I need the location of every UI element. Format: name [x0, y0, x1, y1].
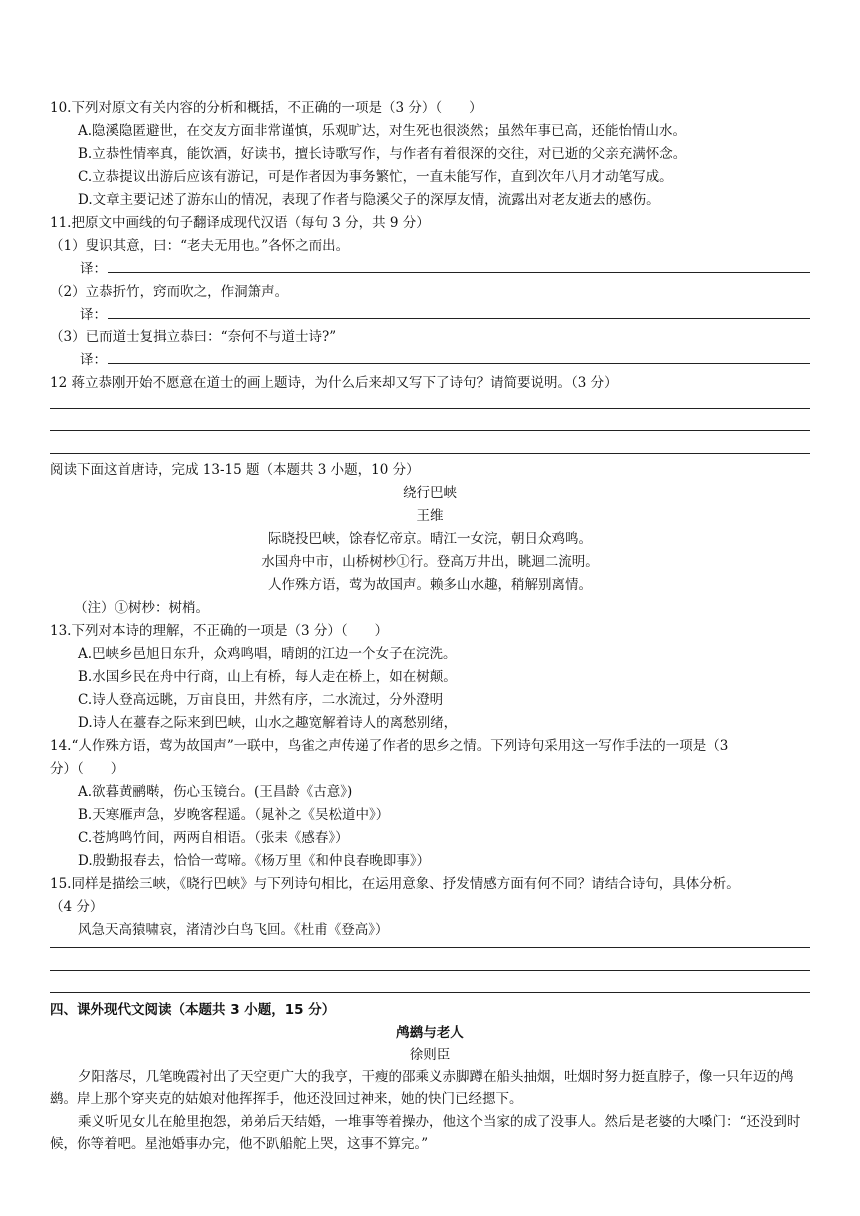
q11-translate-label-2: 译：	[80, 307, 107, 323]
q11-stem: 11.把原文中画线的句子翻译成现代汉语（每句 3 分，共 9 分）	[50, 215, 430, 231]
q11-item-3: （3）已而道士复揖立恭曰：“奈何不与道士诗?”	[50, 329, 337, 345]
q12-stem: 12 蒋立恭刚开始不愿意在道士的画上题诗，为什么后来却又写下了诗句？请简要说明。（3 分）	[50, 375, 618, 391]
q11-item-2: （2）立恭折竹，窍而吹之，作洞箫声。	[50, 284, 289, 300]
q10-stem: 10.下列对原文有关内容的分析和概括，不正确的一项是（3 分）（ ）	[50, 100, 483, 116]
q11-item-1: （1）叟识其意，曰：“老夫无用也。”各怀之而出。	[50, 238, 350, 254]
q10-option-d: D.文章主要记述了游东山的情况，表现了作者与隐溪父子的深厚友情，流露出对老友逝去的感伤。	[78, 192, 660, 208]
q13-option-b: B.水国乡民在舟中行商，山上有桥，每人走在桥上，如在树颠。	[78, 669, 457, 685]
q13-option-d: D.诗人在薹春之际来到巴峡，山水之趣宽解着诗人的离愁别绪，	[78, 715, 458, 731]
q14-stem-line1: 14.“人作殊方语，莺为故国声”一联中，鸟雀之声传递了作者的思乡之情。下列诗句采用这一写作手法的一项是（3	[50, 738, 729, 754]
answer-line	[108, 272, 810, 273]
q14-stem-line2: 分）（ ）	[50, 761, 125, 777]
answer-line	[50, 453, 810, 454]
answer-line	[50, 430, 810, 431]
article-paragraph-1: 夕阳落尽，几笔晚霞衬出了天空更广大的我亨，干瘦的邵乘义赤脚蹲在船头抽烟，吐烟时努力挺直脖子，像一只年迈的鸬鹚。岸上那个穿夹克的姑娘对他挥挥手，他还没回过神来，她的快门已经摁下。	[50, 1069, 794, 1107]
q10-option-a: A.隐溪隐匿避世，在交友方面非常谨慎，乐观旷达，对生死也很淡然；虽然年事已高，还能怡情山水。	[78, 123, 687, 139]
poem-intro: 阅读下面这首唐诗，完成 13-15 题（本题共 3 小题，10 分）	[50, 462, 420, 478]
answer-line	[50, 947, 810, 948]
poem-note: （注）①树杪：树梢。	[74, 600, 209, 616]
q15-stem-line1: 15.同样是描绘三峡，《晓行巴峡》与下列诗句相比，在运用意象、抒发情感方面有何不同？请结合诗句，具体分析。	[50, 876, 740, 892]
poem-author: 王维	[416, 508, 444, 524]
poem-line-1: 际晓投巴峡，馀春忆帝京。晴江一女浣，朝日众鸡鸣。	[268, 531, 592, 547]
section4-heading: 四、课外现代文阅读（本题共 3 小题，15 分）	[50, 1002, 336, 1018]
answer-line	[50, 992, 810, 993]
q13-option-c: C.诗人登高远眺，万亩良田，井然有序，二水流过，分外澄明	[78, 692, 444, 708]
q10-option-c: C.立恭提议出游后应该有游记，可是作者因为事务繁忙，一直未能写作，直到次年八月才动笔写成。	[78, 169, 673, 185]
q14-option-c: C.苍鸠鸣竹间，两两自相语。（张耒《感春》）	[78, 830, 349, 846]
poem-title: 绕行巴峡	[403, 485, 457, 501]
q13-option-a: A.巴峡乡邑旭日东升，众鸡鸣唱，晴朗的江边一个女子在浣洗。	[78, 646, 457, 662]
article-title: 鸬鹚与老人	[396, 1025, 464, 1041]
q10-option-b: B.立恭性情率真，能饮酒，好读书，擅长诗歌写作，与作者有着很深的交往，对已逝的父亲充满怀念。	[78, 146, 687, 162]
answer-line	[50, 970, 810, 971]
q14-option-b: B.天寒雁声急，岁晚客程遥。（晁补之《吴松道中》）	[78, 807, 390, 823]
q14-option-a: A.欲暮黄鹂啭，伤心玉镜台。(王昌龄《古意》)	[78, 784, 353, 800]
answer-line	[108, 363, 810, 364]
q11-translate-label-1: 译：	[80, 261, 107, 277]
answer-line	[50, 408, 810, 409]
poem-line-2: 水国舟中市，山桥树杪①行。登高万井出，眺迴二流明。	[261, 554, 599, 570]
q15-quote: 风急天高猿啸哀，渚清沙白鸟飞回。《杜甫《登高》）	[78, 922, 389, 938]
q13-stem: 13.下列对本诗的理解，不正确的一项是（3 分）（ ）	[50, 623, 389, 639]
article-paragraph-2: 乘义听见女儿在舱里抱怨，弟弟后天结婚，一堆事等着操办，他这个当家的成了没事人。然后是老婆的大嗓门：“还没到时候，你等着吧。星池婚事办完，他不趴船舵上哭，这事不算完。”	[50, 1114, 801, 1152]
answer-line	[108, 318, 810, 319]
q11-translate-label-3: 译：	[80, 352, 107, 368]
article-author: 徐则臣	[409, 1047, 451, 1063]
poem-line-3: 人作殊方语，莺为故国声。赖多山水趣，稍解别离情。	[268, 577, 592, 593]
q15-stem-line2: （4 分）	[50, 899, 104, 915]
q14-option-d: D.殷勤报春去，恰恰一莺啼。《杨万里《和仲良春晚即事》）	[78, 853, 431, 869]
